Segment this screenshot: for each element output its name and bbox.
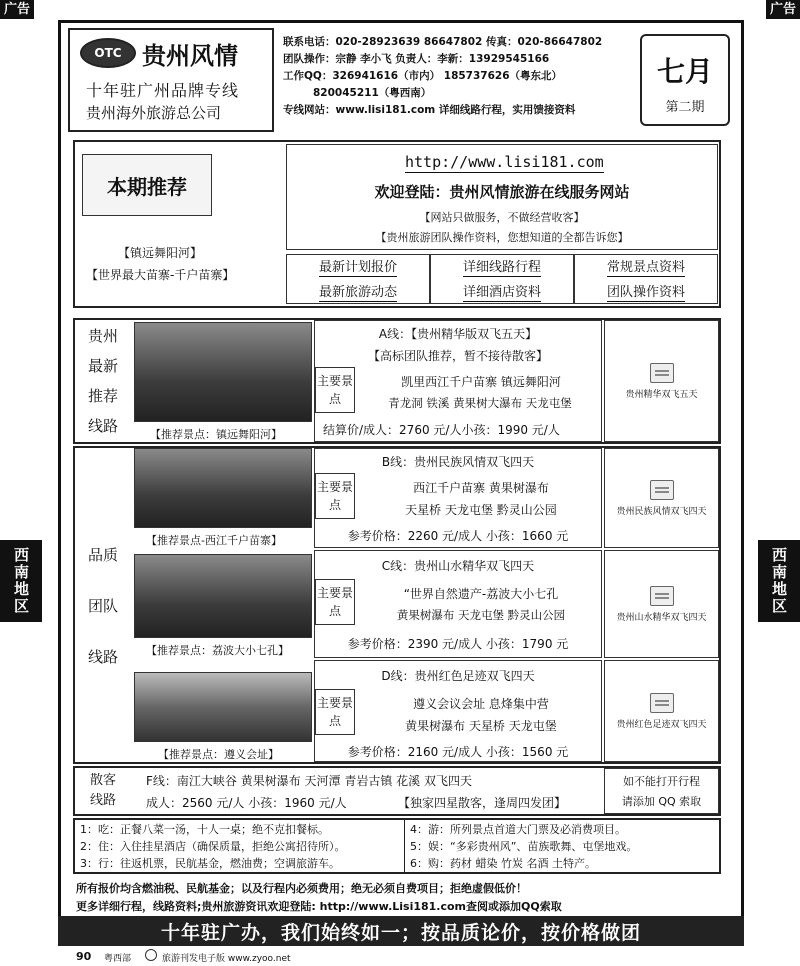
region-tab-right: 西南地区	[758, 540, 800, 622]
document-icon	[650, 480, 674, 500]
brand-block	[68, 28, 274, 132]
route-b-photo	[134, 448, 312, 528]
link-scenic-info[interactable]: 常规景点资料	[607, 256, 685, 277]
route-b-spots-1: 西江千户苗寨 黄果树瀑布	[413, 481, 549, 495]
document-icon	[650, 363, 674, 383]
link-latest-news[interactable]: 最新旅游动态	[319, 281, 397, 302]
loose-label-2: 线路	[89, 793, 116, 808]
brand-logo	[80, 38, 136, 68]
route-c-photo-caption: 【推荐景点：荔波大小七孔】	[146, 644, 289, 657]
footer-banner: 十年驻广办，我们始终如一；按品质论价，按价格做团	[58, 916, 744, 946]
section-a-photo-caption: 【推荐景点：镇远舞阳河】	[150, 428, 282, 441]
route-d-file-link[interactable]	[604, 660, 719, 762]
promo-links-col-3	[574, 254, 718, 304]
promo-links-col-1	[286, 254, 430, 304]
route-c-spots-label: 主要景点	[315, 579, 355, 625]
issue-number: 第二期	[665, 100, 705, 115]
promo-links-col-2	[430, 254, 574, 304]
region-tab-left: 西南地区	[0, 540, 42, 622]
route-c-price: 参考价格：2390 元/成人 小孩：1790 元	[347, 637, 569, 651]
note-4: 4：游：所列景点首道大门票及必消费项目。	[410, 823, 626, 836]
page-number: 90	[76, 950, 92, 963]
section-a-label-4: 线路	[87, 417, 118, 435]
section-a-spots-2: 青龙洞 铁溪 黄果树大瀑布 天龙屯堡	[388, 396, 572, 410]
link-hotel-details[interactable]: 详细酒店资料	[463, 281, 541, 302]
route-d-spots-1: 遵义会议会址 息烽集中营	[413, 697, 549, 711]
promo-note-1: 【网站只做服务，不做经营收客】	[419, 211, 585, 224]
route-b-title: B线：贵州民族风情双飞四天	[381, 455, 535, 469]
route-c-title: C线：贵州山水精华双飞四天	[381, 559, 535, 573]
loose-price: 成人：2560 元/人 小孩：1960 元/人	[146, 796, 347, 810]
issue-month: 七月	[656, 55, 713, 88]
loose-label	[77, 770, 129, 812]
route-c-photo	[134, 554, 312, 638]
brand-badge: OTC	[94, 46, 122, 60]
route-d-spots-label: 主要景点	[315, 689, 355, 735]
contact-phone: 联系电话：020-28923639 86647802 传真：020-86647802	[283, 36, 603, 48]
section-a-subtitle: 【高标团队推荐，暂不接待散客】	[367, 349, 548, 363]
section-a-label	[77, 322, 129, 440]
route-d-price: 参考价格：2160 元/成人 小孩：1560 元	[347, 745, 569, 759]
promo-tag-2: 【世界最大苗寨-千户苗寨】	[86, 268, 235, 282]
link-latest-quotes[interactable]: 最新计划报价	[319, 256, 397, 277]
issue-badge	[640, 34, 730, 126]
note-5: 5：娱：“多彩贵州风”、苗族歌舞、屯堡地戏。	[410, 840, 638, 853]
route-d-photo-caption: 【推荐景点：遵义会址】	[158, 748, 279, 761]
section-a-label-1: 贵州	[87, 327, 118, 345]
loose-route: F线：南江大峡谷 黄果树瀑布 天河潭 青岩古镇 花溪 双飞四天	[146, 774, 472, 788]
route-d-photo	[134, 672, 312, 742]
page-region: 粤西部	[104, 954, 132, 964]
quality-label-3: 线路	[87, 647, 118, 666]
document-icon	[650, 586, 674, 606]
contact-block	[283, 34, 633, 119]
ad-label-left: 广告	[0, 0, 34, 19]
section-a-file-link[interactable]	[604, 320, 719, 442]
quality-label-1: 品质	[87, 545, 118, 564]
promo-note-2: 【贵州旅游团队操作资料，您想知道的全都告诉您】	[375, 231, 629, 244]
page-site: 旅游刊发电子版 www.zyoo.net	[162, 954, 291, 964]
promo-welcome: 欢迎登陆：贵州风情旅游在线服务网站	[374, 183, 630, 201]
footer-line-2: 更多详细行程，线路资料;贵州旅游资讯欢迎登陆: http://www.Lisi181.com查阅或添加QQ索取	[76, 900, 562, 913]
section-a-file-name: 贵州精华双飞五天	[625, 389, 698, 400]
brand-company: 贵州海外旅游总公司	[86, 104, 222, 122]
section-a-photo	[134, 322, 312, 422]
route-b-spots-2: 天星桥 天龙屯堡 黔灵山公园	[405, 503, 557, 517]
contact-team: 团队操作：宗静 李小飞 负责人：李新：13929545166	[283, 53, 550, 65]
section-a-label-2: 最新	[87, 357, 118, 375]
route-b-price: 参考价格：2260 元/成人 小孩：1660 元	[347, 529, 569, 543]
quality-label-2: 团队	[87, 596, 118, 615]
section-a-price: 结算价/成人：2760 元/人小孩：1990 元/人	[323, 423, 560, 437]
notes-divider	[404, 820, 405, 872]
route-c-spots-1: “世界自然遗产-荔波大小七孔	[403, 587, 559, 601]
service-notes-left	[80, 821, 400, 872]
promo-website-box	[286, 144, 718, 250]
contact-qq: 工作QQ：326941616（市内） 185737626（粤东北）	[283, 70, 563, 82]
route-b-file-link[interactable]	[604, 448, 719, 548]
link-route-details[interactable]: 详细线路行程	[463, 256, 541, 277]
section-quality-label	[77, 450, 129, 760]
note-3: 3：行：往返机票，民航基金，燃油费；空调旅游车。	[80, 857, 340, 870]
route-d-spots-2: 黄果树瀑布 天星桥 天龙屯堡	[405, 719, 557, 733]
promo-tag-1: 【镇远舞阳河】	[118, 246, 203, 260]
promo-heading: 本期推荐	[82, 154, 212, 216]
footer-line-1: 所有报价均含燃油税、民航基金；以及行程内必须费用；绝无必须自费项目；拒绝虚假低价！	[76, 882, 527, 895]
note-1: 1：吃：正餐八菜一汤，十人一桌；绝不克扣餐标。	[80, 823, 329, 836]
route-c-spots-2: 黄果树瀑布 天龙屯堡 黔灵山公园	[396, 608, 566, 622]
loose-schedule: 【独家四星散客，逢周四发团】	[398, 796, 567, 810]
promo-left	[78, 148, 274, 298]
loose-help-2: 请添加 QQ 索取	[621, 795, 702, 808]
section-a-spots-1: 凯里西江千户苗寨 镇远舞阳河	[401, 375, 561, 389]
section-a-spots-label: 主要景点	[315, 367, 355, 413]
ad-label-right: 广告	[766, 0, 800, 19]
route-c-file-link[interactable]	[604, 550, 719, 658]
route-d-file-name: 贵州红色足迹双飞四天	[616, 719, 707, 730]
route-b-photo-caption: 【推荐景点-西江千户苗寨】	[146, 534, 282, 547]
brand-name: 贵州风情	[142, 42, 238, 70]
section-a-title: A线：【贵州精华版双飞五天】	[378, 327, 538, 341]
contact-qq-2: 820045211（粤西南）	[313, 87, 432, 99]
route-b-details	[314, 448, 602, 548]
note-2: 2：住：入住挂星酒店（确保质量，拒绝公寓招待所）。	[80, 840, 346, 853]
site-logo-icon	[145, 949, 157, 961]
loose-help-1: 如不能打开行程	[623, 775, 700, 788]
link-team-operations[interactable]: 团队操作资料	[607, 281, 685, 302]
loose-help	[604, 768, 719, 814]
route-c-details	[314, 550, 602, 658]
route-b-file-name: 贵州民族风情双飞四天	[616, 506, 707, 517]
contact-website: 专线网站：www.lisi181.com 详细线路行程，实用馈接资料	[283, 104, 576, 116]
route-b-spots-label: 主要景点	[315, 473, 355, 519]
document-icon	[650, 693, 674, 713]
promo-url-link[interactable]: http://www.lisi181.com	[405, 153, 604, 171]
note-6: 6：购：药材 蜡染 竹炭 名酒 土特产。	[410, 857, 596, 870]
route-c-file-name: 贵州山水精华双飞四天	[616, 612, 707, 623]
promo-links	[286, 254, 718, 304]
section-a-details	[314, 320, 602, 442]
brand-slogan: 十年驻广州品牌专线	[86, 81, 240, 100]
section-a-label-3: 推荐	[87, 387, 118, 405]
loose-label-1: 散客	[89, 773, 116, 788]
service-notes-right	[410, 821, 710, 872]
route-d-details	[314, 660, 602, 762]
route-d-title: D线：贵州红色足迹双飞四天	[381, 669, 535, 683]
